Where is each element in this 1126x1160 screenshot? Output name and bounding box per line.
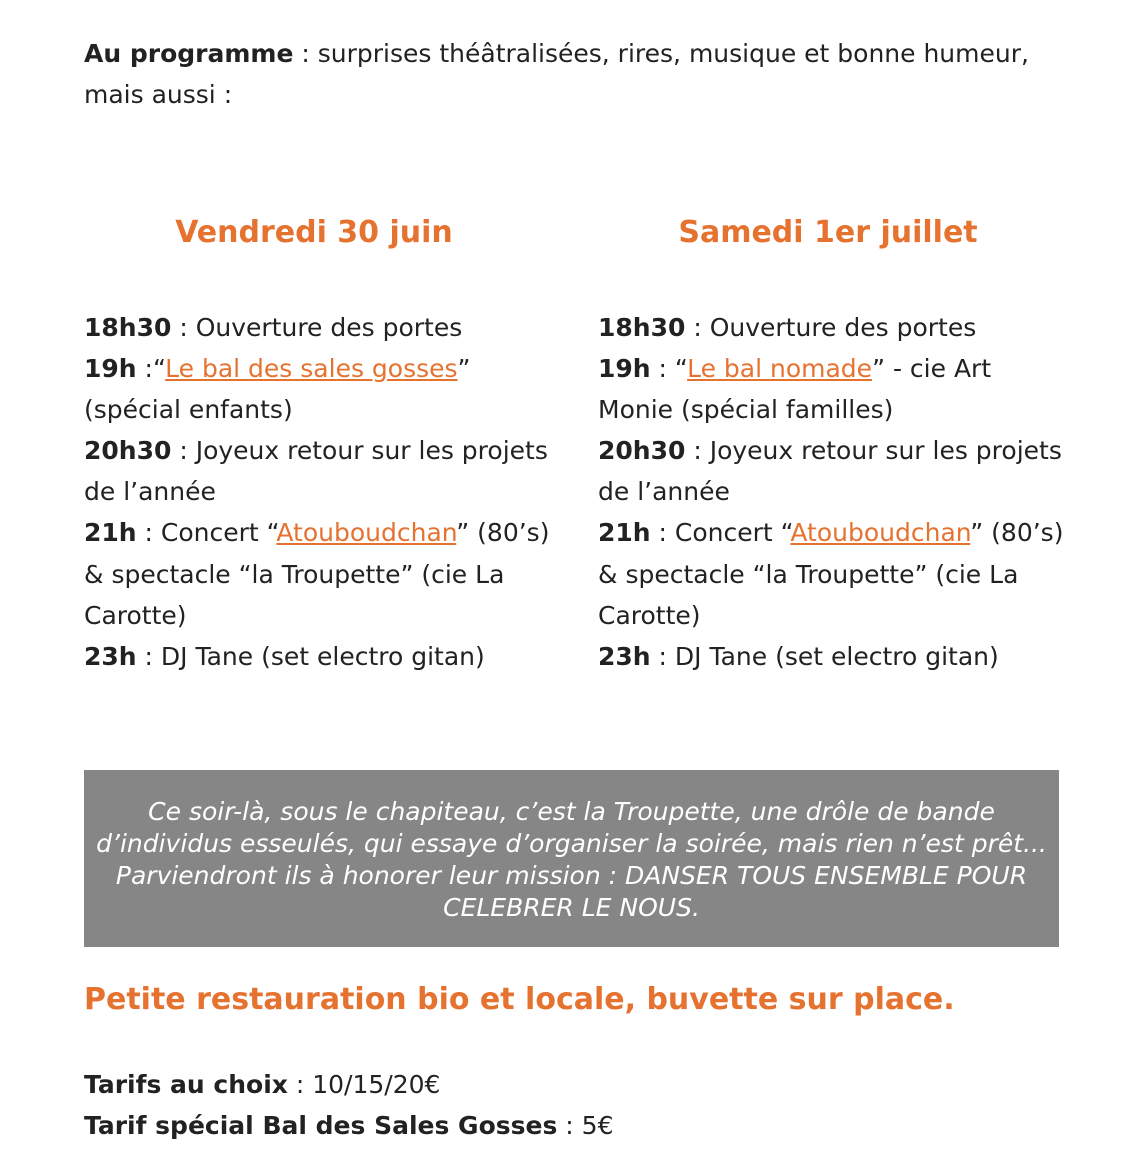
schedule-time: 18h30 [598, 313, 686, 342]
schedule-text: : Joyeux retour sur les projets de l’année [598, 436, 1062, 507]
prices [84, 1064, 1059, 1146]
schedule-text: ” (spécial enfants) [84, 354, 471, 425]
price-value: : 10/15/20€ [287, 1070, 441, 1099]
schedule-time: 20h30 [598, 436, 686, 466]
day-title-friday: Vendredi 30 juin [175, 215, 453, 250]
intro-paragraph [84, 33, 1044, 115]
link-bal-sales-gosses[interactable]: Le bal des sales gosses [165, 354, 458, 384]
schedule-text: : Concert “ [650, 518, 791, 548]
intro-text: : surprises théâtralisées, rires, musique et bonne humeur, mais aussi : [84, 39, 1029, 109]
link-atouboudchan[interactable]: Atouboudchan [790, 518, 971, 548]
schedule-time: 21h [598, 518, 651, 548]
schedule-text: ” (80’s) & spectacle “la Troupette” (cie La Carotte) [598, 518, 1064, 630]
schedule-text: : Concert “ [136, 518, 277, 548]
schedule-text: : Ouverture des portes [171, 313, 463, 342]
price-value: : 5€ [557, 1111, 614, 1140]
schedule-saturday [598, 307, 1068, 677]
schedule-time: 21h [84, 518, 137, 548]
food-heading: Petite restauration bio et locale, buvette sur place. [84, 982, 955, 1017]
price-label: Tarif spécial Bal des Sales Gosses [84, 1111, 558, 1140]
schedule-text: : DJ Tane (set electro gitan) [136, 641, 485, 671]
schedule-text: : DJ Tane (set electro gitan) [650, 641, 999, 671]
schedule-text: ” - cie Art Monie (spécial familles) [598, 354, 992, 425]
intro-label: Au programme [84, 39, 294, 68]
schedule-friday [84, 307, 554, 677]
link-bal-nomade[interactable]: Le bal nomade [687, 354, 873, 384]
link-atouboudchan[interactable]: Atouboudchan [276, 518, 457, 548]
day-title-saturday: Samedi 1er juillet [678, 215, 978, 250]
quote-text: Ce soir-là, sous le chapiteau, c’est la Troupette, une drôle de bande d’individus esseulés, qui essaye d’organiser la soirée, mais rien n’est prêt... Parviendront ils à honorer leur mission : DANSER TOUS ENSEMBLE POUR CELEBRER LE NOUS. [96, 797, 1047, 922]
schedule-time: 23h [598, 641, 651, 671]
price-label: Tarifs au choix [84, 1070, 288, 1099]
quote-box [84, 770, 1059, 947]
schedule-text: : Ouverture des portes [685, 313, 977, 342]
schedule-time: 23h [84, 641, 137, 671]
schedule-time: 18h30 [84, 313, 172, 342]
schedule-text: :“ [136, 354, 166, 384]
schedule-text: : Joyeux retour sur les projets de l’année [84, 436, 548, 507]
schedule-text: : “ [650, 354, 688, 384]
schedule-time: 19h [84, 354, 137, 384]
schedule-time: 20h30 [84, 436, 172, 466]
schedule-time: 19h [598, 354, 651, 384]
schedule-text: ” (80’s) & spectacle “la Troupette” (cie La Carotte) [84, 518, 550, 630]
